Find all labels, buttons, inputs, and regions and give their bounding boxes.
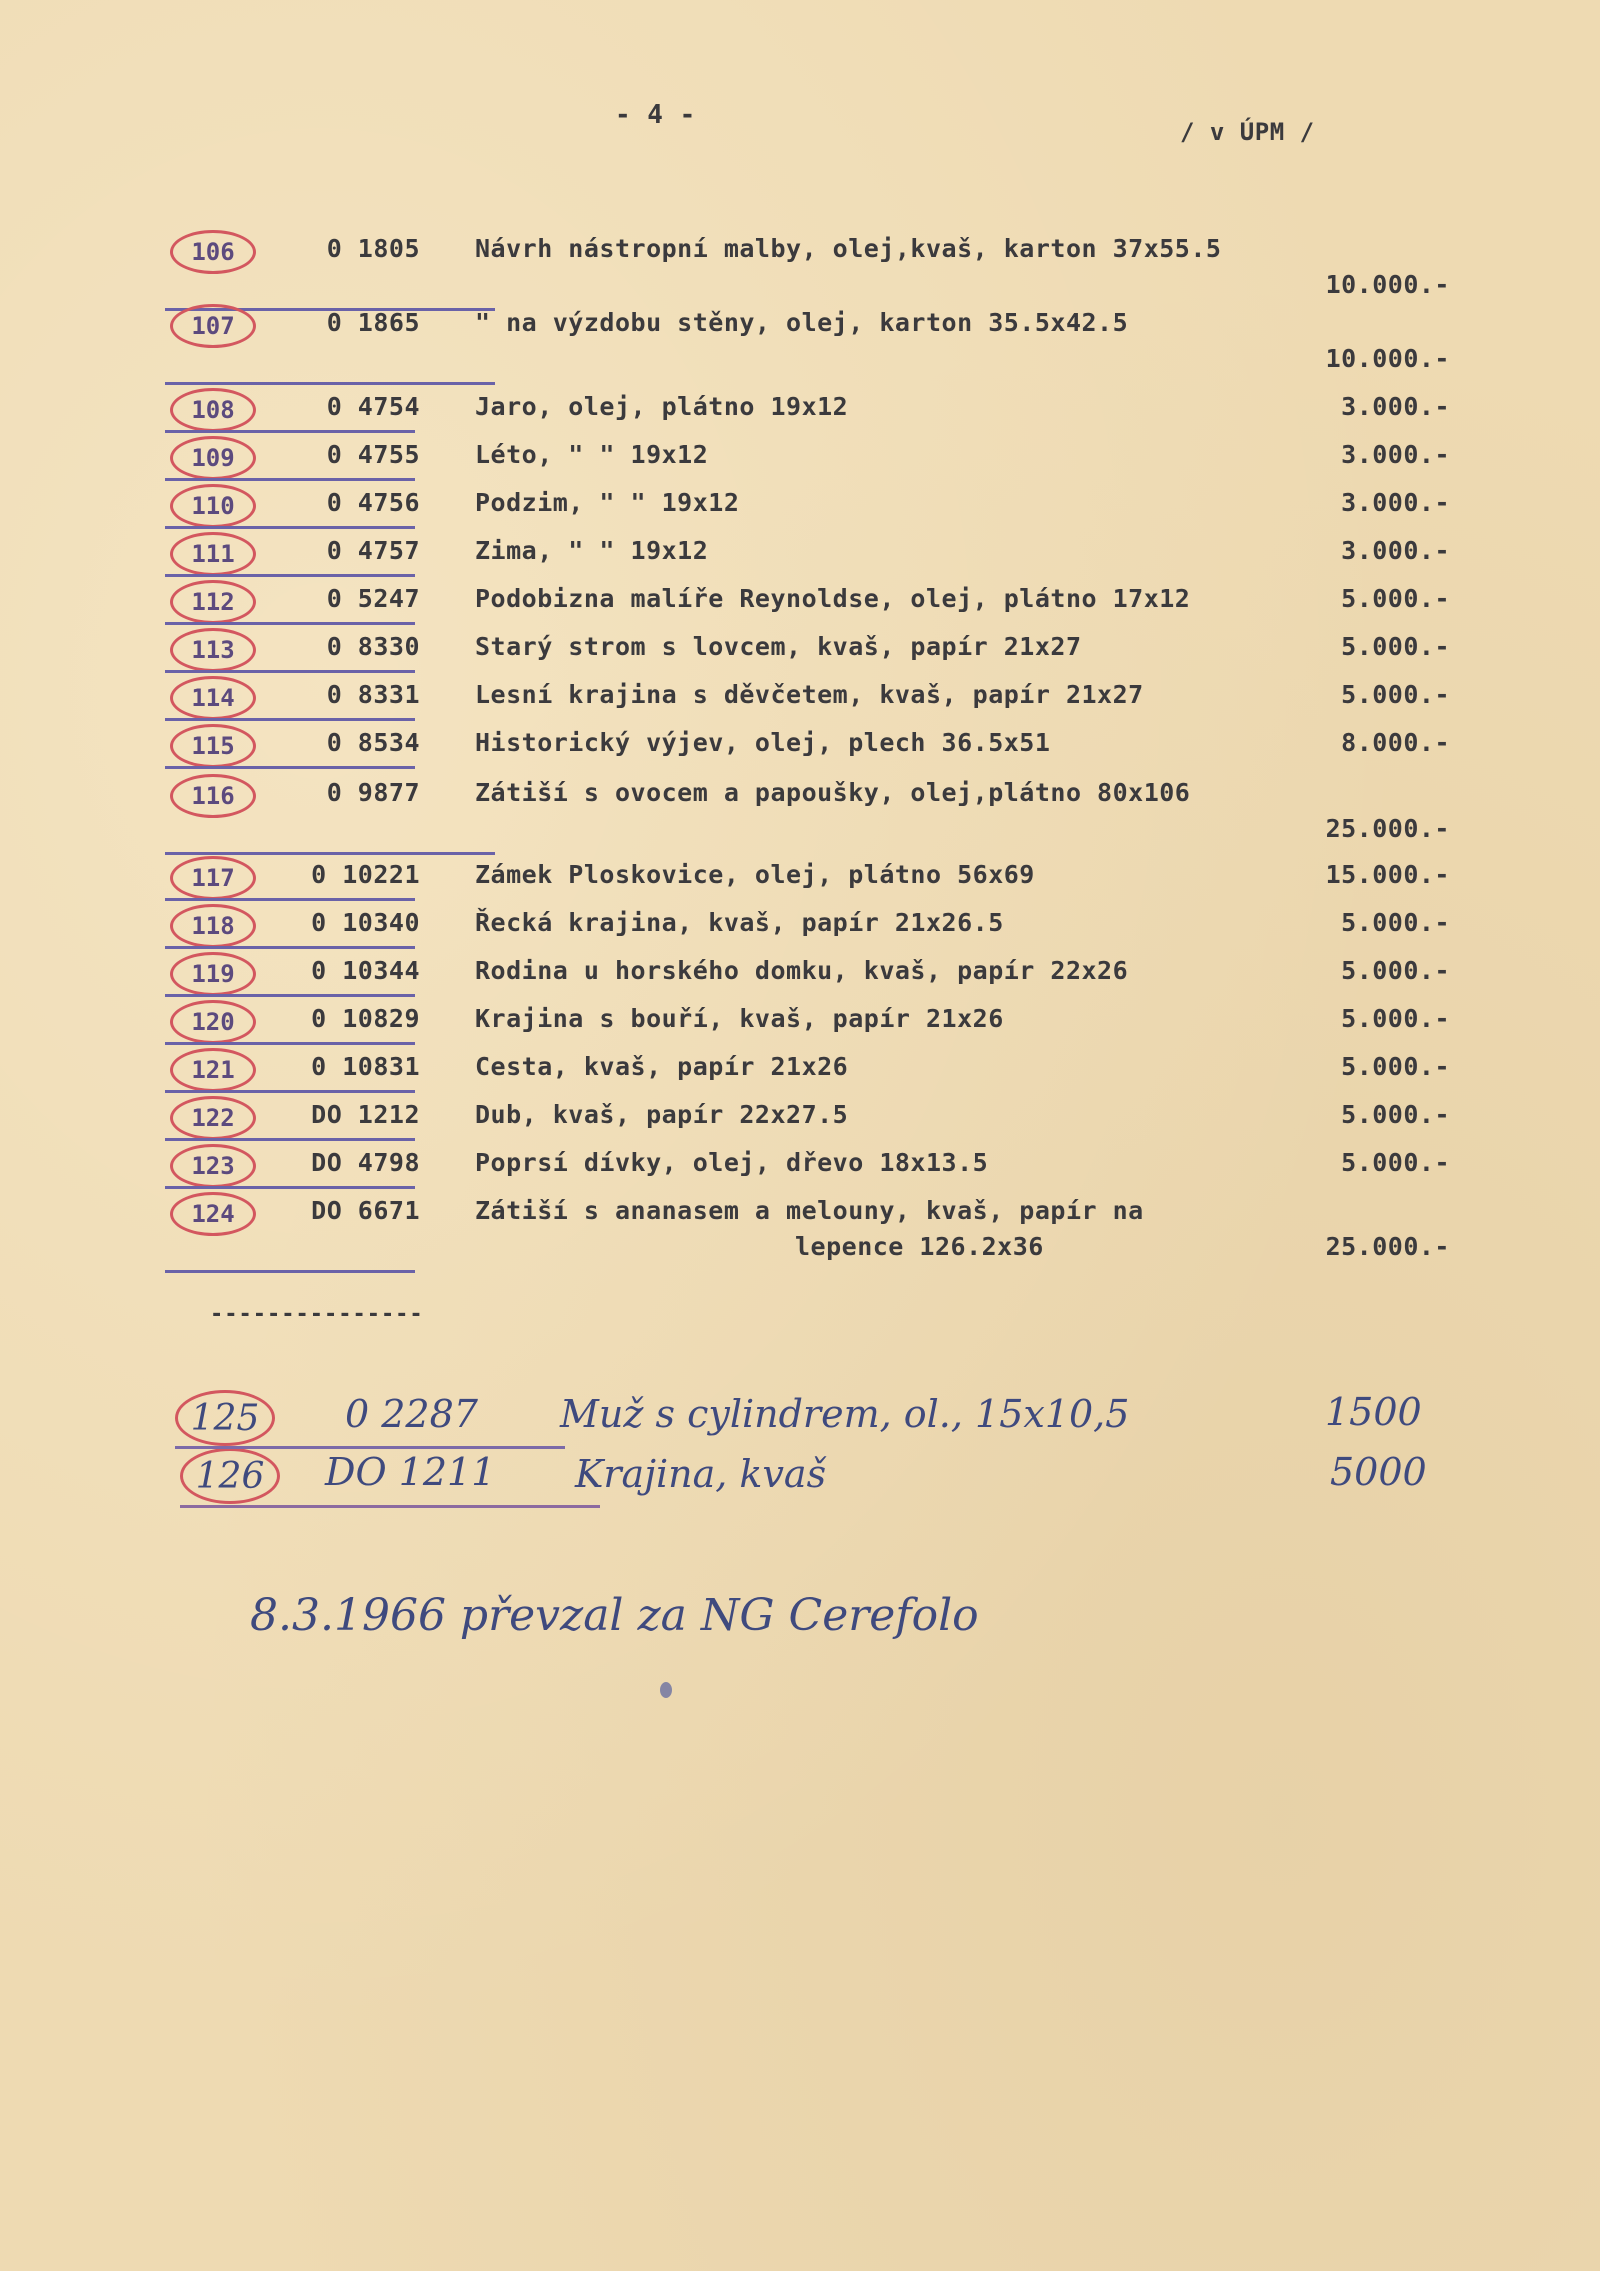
pencil-underline [165,478,415,481]
item-price: 3.000.- [1341,392,1450,421]
list-item [0,1196,1600,1261]
item-description-continued: lepence 126.2x36 [795,1232,1044,1261]
handover-note: 8.3.1966 převzal za NG Cerefolo [250,1590,979,1641]
list-item [0,908,1600,948]
item-description: Zima, " " 19x12 [475,536,709,565]
item-number-circle: 110 [170,484,256,528]
item-number-circle: 118 [170,904,256,948]
handwritten-inventory: DO 1211 [325,1450,496,1494]
list-item [0,584,1600,624]
item-price: 25.000.- [1325,814,1450,843]
item-price: 5.000.- [1341,908,1450,937]
list-item [0,1004,1600,1044]
pencil-underline [165,526,415,529]
item-description: Podzim, " " 19x12 [475,488,740,517]
pencil-underline [165,622,415,625]
item-price: 5.000.- [1341,956,1450,985]
inventory-number: 0 4754 [326,392,420,421]
list-item [0,728,1600,768]
separator-line: --------------- [210,1302,424,1327]
pencil-underline [175,1446,565,1449]
item-number-circle: 124 [170,1192,256,1236]
item-description: Léto, " " 19x12 [475,440,709,469]
item-description: Cesta, kvaš, papír 21x26 [475,1052,849,1081]
list-item [0,536,1600,576]
inventory-number: 0 4755 [326,440,420,469]
inventory-number: 0 8331 [326,680,420,709]
inventory-number: 0 10344 [311,956,420,985]
item-description: Starý strom s lovcem, kvaš, papír 21x27 [475,632,1082,661]
list-item [0,632,1600,672]
item-price: 5.000.- [1341,1004,1450,1033]
item-number-circle: 116 [170,774,256,818]
pencil-underline [180,1505,600,1508]
item-price: 3.000.- [1341,536,1450,565]
item-price: 5.000.- [1341,584,1450,613]
pencil-underline [165,898,415,901]
inventory-number: 0 8534 [326,728,420,757]
pencil-underline [165,574,415,577]
handwritten-price: 1500 [1325,1390,1422,1434]
pencil-underline [165,994,415,997]
list-item [0,1100,1600,1140]
item-description: Zámek Ploskovice, olej, plátno 56x69 [475,860,1035,889]
list-item [0,392,1600,432]
list-item [0,308,1600,373]
item-price: 5.000.- [1341,632,1450,661]
item-number-circle: 107 [170,304,256,348]
handwritten-description: Muž s cylindrem, ol., 15x10,5 [560,1392,1130,1436]
item-price: 8.000.- [1341,728,1450,757]
inventory-number: 0 10831 [311,1052,420,1081]
inventory-number: 0 5247 [326,584,420,613]
inventory-number: DO 4798 [311,1148,420,1177]
handwritten-description: Krajina, kvaš [575,1452,827,1496]
item-description: Zátiší s ovocem a papoušky, olej,plátno 80x106 [475,778,1191,807]
item-price: 3.000.- [1341,488,1450,517]
pencil-underline [165,946,415,949]
list-item [0,1148,1600,1188]
pencil-underline [165,718,415,721]
item-description: Podobizna malíře Reynoldse, olej, plátno 17x12 [475,584,1191,613]
item-price: 25.000.- [1325,1232,1450,1261]
page-number: - 4 - [615,100,696,130]
item-description: Lesní krajina s děvčetem, kvaš, papír 21x27 [475,680,1144,709]
item-number-circle: 109 [170,436,256,480]
item-number-circle: 122 [170,1096,256,1140]
handwritten-inventory: 0 2287 [345,1392,478,1436]
pencil-underline [165,766,415,769]
item-number-circle: 125 [175,1390,275,1446]
item-description: Jaro, olej, plátno 19x12 [475,392,849,421]
item-price: 5.000.- [1341,1052,1450,1081]
inventory-number: DO 6671 [311,1196,420,1225]
list-item [0,1052,1600,1092]
list-item [0,956,1600,996]
handwritten-price: 5000 [1330,1450,1427,1494]
item-number-circle: 119 [170,952,256,996]
inventory-number: DO 1212 [311,1100,420,1129]
item-price: 15.000.- [1325,860,1450,889]
item-number-circle: 111 [170,532,256,576]
list-item [0,488,1600,528]
item-number-circle: 106 [170,230,256,274]
item-number-circle: 113 [170,628,256,672]
list-item [0,860,1600,900]
item-number-circle: 115 [170,724,256,768]
pencil-underline [165,1186,415,1189]
pencil-underline [165,430,415,433]
pencil-underline [165,1090,415,1093]
inventory-number: 0 10221 [311,860,420,889]
pencil-underline [165,1270,415,1273]
inventory-number: 0 4757 [326,536,420,565]
item-price: 5.000.- [1341,1148,1450,1177]
inventory-number: 0 1805 [326,234,420,263]
pencil-underline [165,670,415,673]
item-price: 10.000.- [1325,270,1450,299]
item-description: Dub, kvaš, papír 22x27.5 [475,1100,849,1129]
list-item [0,234,1600,299]
item-description: Rodina u horského domku, kvaš, papír 22x26 [475,956,1129,985]
item-description: Zátiší s ananasem a melouny, kvaš, papír na [475,1196,1144,1225]
list-item [0,778,1600,843]
item-price: 3.000.- [1341,440,1450,469]
item-description: Historický výjev, olej, plech 36.5x51 [475,728,1051,757]
inventory-number: 0 1865 [326,308,420,337]
pencil-underline [165,852,495,855]
pencil-underline [165,382,495,385]
item-description: Krajina s bouří, kvaš, papír 21x26 [475,1004,1004,1033]
inventory-number: 0 10340 [311,908,420,937]
item-number-circle: 108 [170,388,256,432]
item-number-circle: 114 [170,676,256,720]
pencil-underline [165,1138,415,1141]
item-number-circle: 117 [170,856,256,900]
item-price: 5.000.- [1341,1100,1450,1129]
inventory-number: 0 9877 [326,778,420,807]
item-description: Řecká krajina, kvaš, papír 21x26.5 [475,908,1004,937]
item-number-circle: 123 [170,1144,256,1188]
handwritten-row-126 [0,1448,1600,1508]
inventory-number: 0 8330 [326,632,420,661]
item-description: Poprsí dívky, olej, dřevo 18x13.5 [475,1148,989,1177]
ink-blot [660,1682,672,1698]
item-number-circle: 121 [170,1048,256,1092]
item-description: " na výzdobu stěny, olej, karton 35.5x42.5 [475,308,1129,337]
inventory-number: 0 4756 [326,488,420,517]
item-price: 5.000.- [1341,680,1450,709]
list-item [0,680,1600,720]
list-item [0,440,1600,480]
item-price: 10.000.- [1325,344,1450,373]
header-note: / v ÚPM / [1180,118,1315,146]
item-number-circle: 126 [180,1448,280,1504]
inventory-number: 0 10829 [311,1004,420,1033]
item-number-circle: 112 [170,580,256,624]
handwritten-row-125 [0,1390,1600,1450]
item-number-circle: 120 [170,1000,256,1044]
pencil-underline [165,1042,415,1045]
item-description: Návrh nástropní malby, olej,kvaš, karton 37x55.5 [475,234,1222,263]
